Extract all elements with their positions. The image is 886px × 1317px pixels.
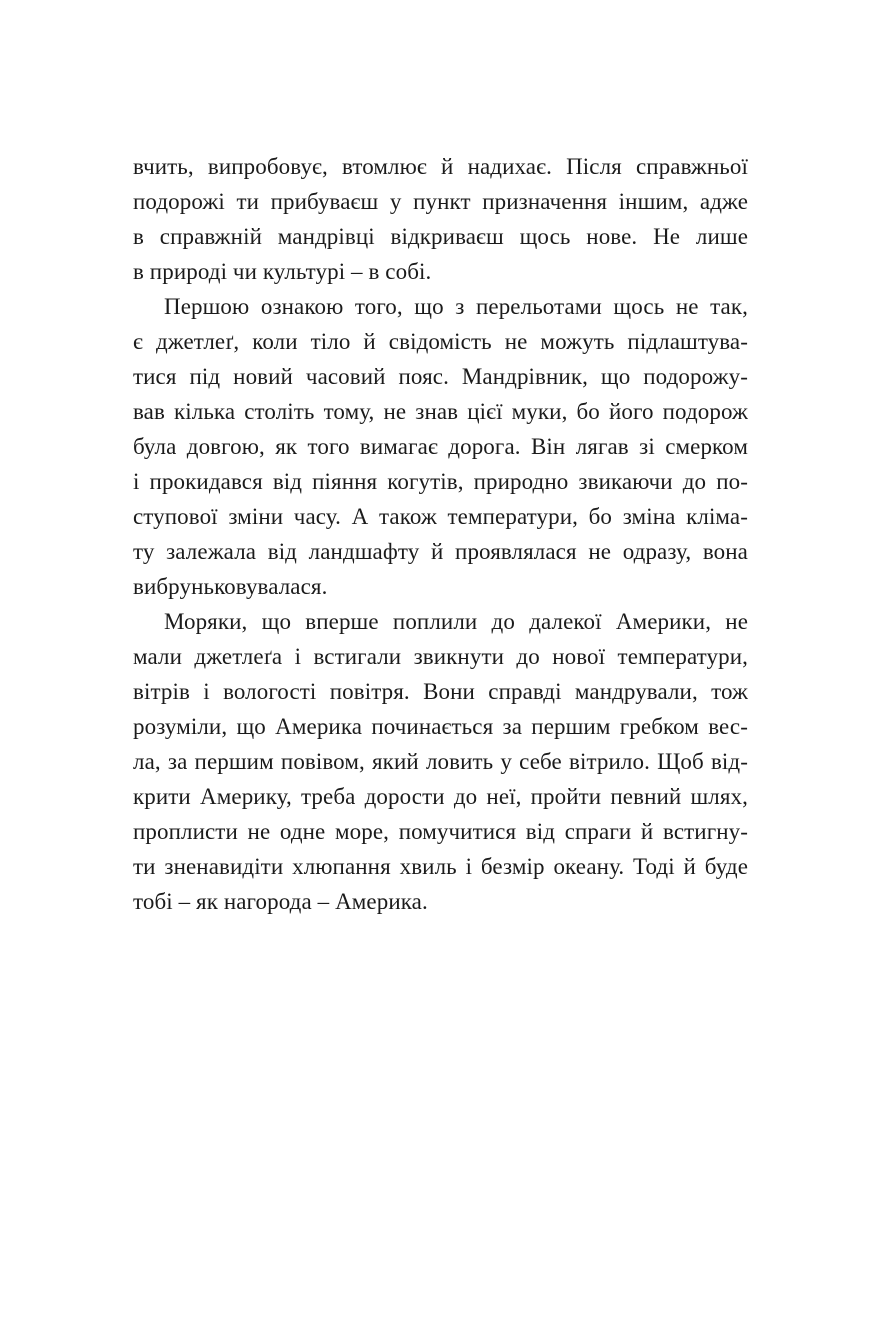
- text-line: вітрів і вологості повітря. Вони справді мандрували, тож: [133, 679, 748, 704]
- text-line: ти зненавидіти хлюпання хвиль і безмір океану. Тоді й буде: [133, 854, 748, 879]
- paragraph: [133, 149, 748, 289]
- text-line: вав кілька століть тому, не знав цієї муки, бо його подорож: [133, 399, 748, 424]
- text-line: Першою ознакою того, що з перельотами щось не так,: [164, 294, 748, 319]
- text-line: ту залежала від ландшафту й проявлялася не одразу, вона: [133, 539, 748, 564]
- text-line: тися під новий часовий пояс. Мандрівник, що подорожу-: [133, 364, 748, 389]
- text-line: в природі чи культурі – в собі.: [133, 259, 432, 284]
- text-line: розуміли, що Америка починається за першим гребком вес-: [133, 714, 748, 739]
- text-line: ступової зміни часу. А також температури, бо зміна кліма-: [133, 504, 748, 529]
- text-line: подорожі ти прибуваєш у пункт призначення іншим, адже: [133, 189, 748, 214]
- text-line: є джетлеґ, коли тіло й свідомість не можуть підлаштува-: [133, 329, 748, 354]
- text-line: мали джетлеґа і встигали звикнути до нової температури,: [133, 644, 748, 669]
- text-line: і прокидався від піяння когутів, природно звикаючи до по-: [133, 469, 748, 494]
- text-line: була довгою, як того вимагає дорога. Він лягав зі смерком: [133, 434, 748, 459]
- text-block: [133, 149, 748, 919]
- paragraph: [133, 289, 748, 604]
- text-line: тобі – як нагорода – Америка.: [133, 889, 428, 914]
- text-line: вчить, випробовує, втомлює й надихає. Після справжньої: [133, 154, 748, 179]
- text-line: крити Америку, треба дорости до неї, пройти певний шлях,: [133, 784, 748, 809]
- text-line: вибруньковувалася.: [133, 574, 328, 599]
- text-line: проплисти не одне море, помучитися від спраги й встигну-: [133, 819, 748, 844]
- text-line: Моряки, що вперше поплили до далекої Америки, не: [164, 609, 748, 634]
- text-line: в справжній мандрівці відкриваєш щось нове. Не лише: [133, 224, 748, 249]
- paragraph: [133, 604, 748, 919]
- text-line: ла, за першим повівом, який ловить у себе вітрило. Щоб від-: [133, 749, 748, 774]
